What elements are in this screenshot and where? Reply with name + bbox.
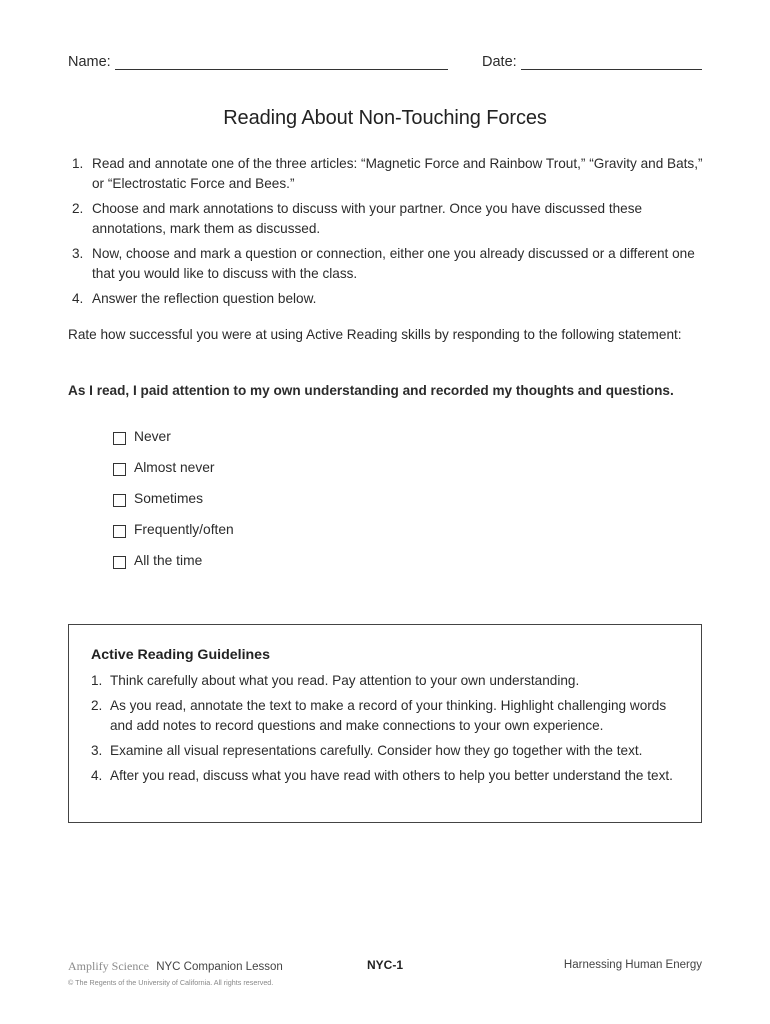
instruction-text: Now, choose and mark a question or connection, either one you already discussed or a different one that you would like to discuss with the class. bbox=[92, 246, 695, 281]
page-footer bbox=[68, 957, 702, 997]
guideline-item bbox=[91, 696, 681, 735]
option-label: Sometimes bbox=[134, 491, 204, 506]
date-input-line[interactable] bbox=[521, 54, 702, 70]
amplify-logo: Amplify Science bbox=[68, 959, 149, 973]
rating-option bbox=[113, 429, 413, 460]
instruction-item bbox=[68, 199, 708, 238]
page-title: Reading About Non-Touching Forces bbox=[223, 107, 547, 129]
checkbox-all-the-time[interactable] bbox=[113, 556, 126, 569]
guidelines-box bbox=[68, 624, 702, 823]
rating-option bbox=[113, 460, 413, 491]
guideline-text: After you read, discuss what you have read with others to help you better understand the text. bbox=[110, 767, 673, 783]
unit-title: Harnessing Human Energy bbox=[563, 959, 702, 971]
rating-option bbox=[113, 522, 413, 553]
guideline-number: 2. bbox=[91, 698, 103, 713]
guideline-item bbox=[91, 741, 681, 761]
instruction-number: 1. bbox=[72, 156, 84, 171]
name-field bbox=[68, 54, 449, 70]
instruction-item bbox=[68, 244, 708, 283]
page-number: NYC-1 bbox=[367, 958, 404, 972]
rating-option bbox=[113, 491, 413, 522]
guideline-number: 3. bbox=[91, 742, 103, 758]
header-fields bbox=[68, 54, 702, 76]
name-input-line[interactable] bbox=[115, 54, 448, 70]
option-label: Never bbox=[134, 429, 171, 444]
guideline-text: As you read, annotate the text to make a record of your thinking. Highlight challenging words and add notes to record questions and make connections to your own experience. bbox=[110, 698, 667, 733]
footer-brand bbox=[68, 959, 283, 974]
reflection-statement: As I read, I paid attention to my own understanding and recorded my thoughts and questions. bbox=[68, 383, 674, 398]
rating-option bbox=[113, 553, 413, 584]
instruction-item bbox=[68, 154, 708, 193]
instruction-text: Answer the reflection question below. bbox=[92, 291, 317, 306]
rating-prompt: Rate how successful you were at using Active Reading skills by responding to the following statement: bbox=[68, 327, 682, 342]
guideline-item bbox=[91, 671, 681, 691]
checkbox-almost-never[interactable] bbox=[113, 463, 126, 476]
copyright-notice: © The Regents of the University of California. All rights reserved. bbox=[68, 978, 274, 987]
guidelines-list bbox=[91, 671, 681, 791]
instruction-text: Choose and mark annotations to discuss with your partner. Once you have discussed these annotations, mark them as discussed. bbox=[92, 201, 643, 236]
guideline-number: 4. bbox=[91, 767, 103, 783]
date-label: Date: bbox=[482, 54, 517, 70]
option-label: Frequently/often bbox=[134, 522, 234, 537]
instruction-list bbox=[68, 154, 708, 315]
guideline-number: 1. bbox=[91, 673, 103, 688]
lesson-label: NYC Companion Lesson bbox=[156, 961, 283, 973]
instruction-number: 2. bbox=[72, 201, 84, 216]
checkbox-never[interactable] bbox=[113, 432, 126, 445]
option-label: All the time bbox=[134, 553, 203, 568]
instruction-number: 4. bbox=[72, 291, 84, 306]
instruction-text: Read and annotate one of the three articles: “Magnetic Force and Rainbow Trout,” “Gravity and Bats,” or “Electrostatic Force and Bees.” bbox=[92, 156, 703, 191]
guidelines-title: Active Reading Guidelines bbox=[91, 647, 270, 663]
date-field bbox=[482, 54, 702, 70]
name-label: Name: bbox=[68, 54, 111, 70]
instruction-number: 3. bbox=[72, 246, 84, 261]
checkbox-frequently-often[interactable] bbox=[113, 525, 126, 538]
guideline-text: Examine all visual representations carefully. Consider how they go together with the text. bbox=[110, 742, 643, 758]
guideline-item bbox=[91, 766, 681, 786]
rating-options bbox=[113, 429, 413, 584]
checkbox-sometimes[interactable] bbox=[113, 494, 126, 507]
guideline-text: Think carefully about what you read. Pay attention to your own understanding. bbox=[110, 673, 580, 688]
instruction-item bbox=[68, 289, 708, 309]
option-label: Almost never bbox=[134, 460, 215, 475]
